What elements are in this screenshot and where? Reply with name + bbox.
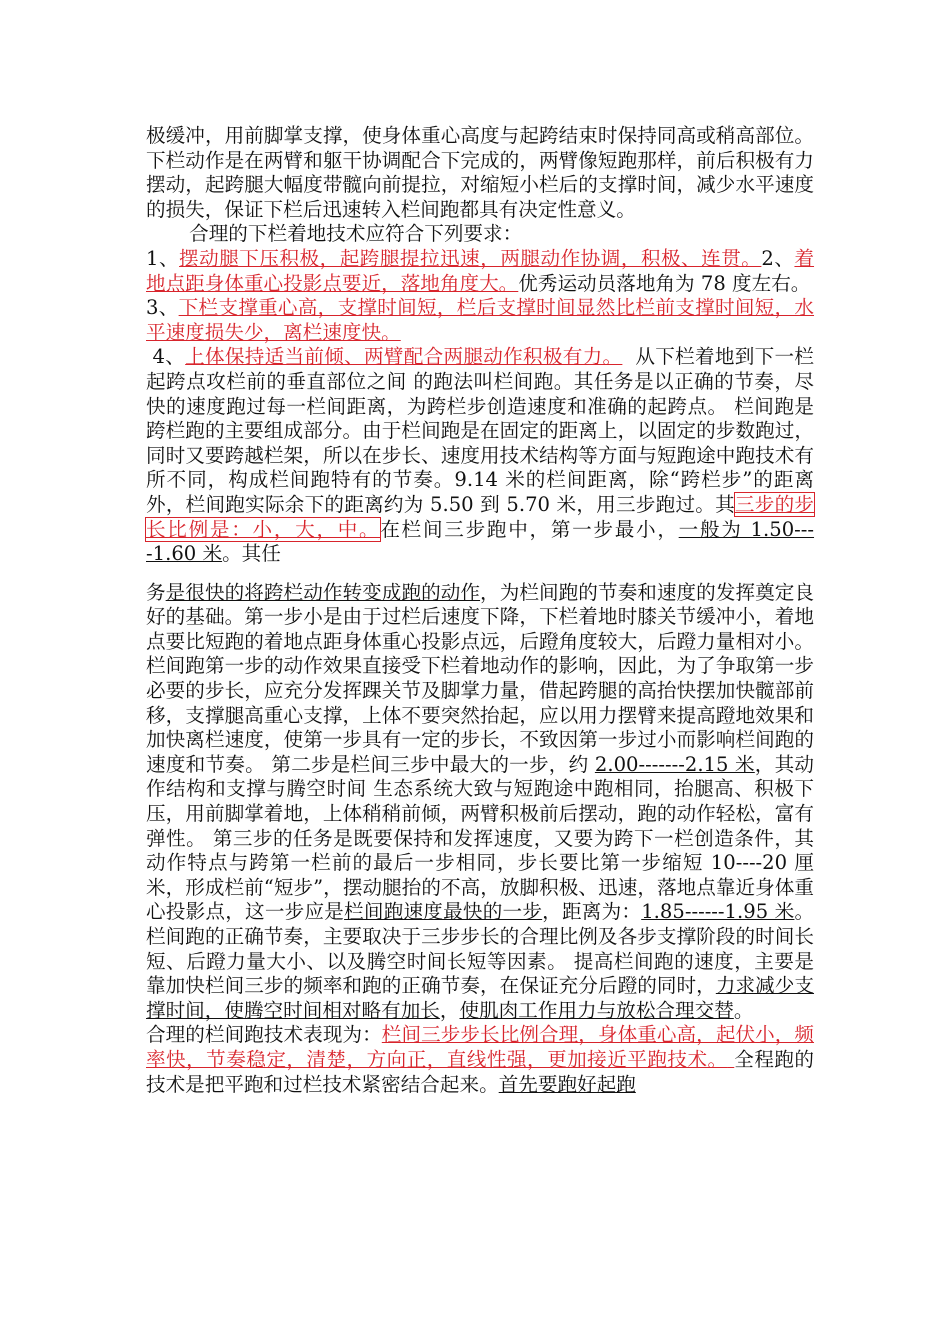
three-steps-text-1: ，为栏间跑的节奏和速度的发挥奠定良好的基础。第一步小是由于过栏后速度下降，下栏着地时膝关节缓冲小，着地点要比短跑的着地点距身体重心投影点远，后蹬角度较大，后蹬力量相对小。 栏间跑第一步的动作效果直接受下栏着地动作的影响，因此，为了争取第一步必要的步长，应充分发挥踝关节及脚掌力量，借起跨腿的高抬快摆加快髋部前移，支撑腿高重心支撑，上体不要突然抬起，应以用力摆臂来提高蹬地效果和加快离栏速度，使第一步具有一定的步长，不致因第一步过小而影响栏间跑的速度和节奏。 第二步是栏间三步中最大的一步，约 (146, 580, 815, 776)
requirement-2-text: 着地点距身体重心投影点要近，落地角度大。 (146, 246, 815, 295)
full-race-text: 全程跑的技术是把平跑和过栏技术紧密结合起来。 (146, 1047, 815, 1096)
between-hurdles-text: 从下栏着地到下一栏起跨点攻栏前的垂直部位之间 的跑法叫栏间跑。其任务是以正确的节奏，尽快的速度跑过每一栏间距离，为跨栏步创造速度和准确的起跨点。 栏间跑是跨栏跑的主要组成部分。由于栏间跑是在固定的距离上，以固定的步数跑过，同时又要跨越栏架，所以在步长、速度用技术结构等方面与短跑途中跑技术有所不同，构成栏间跑特有的节奏。9.14 米的栏间距离，除“跨栏步”的距离外，栏间跑实际余下的距离约为 5.50 到 5.70 米，用三步跑过。其 (146, 345, 815, 516)
task-underline: 是很快的将跨栏动作转变成跑的动作 (165, 580, 481, 604)
summary-red-text: 栏间三步步长比例合理，身体重心高，起伏小，频率快，节奏稳定，清楚，方向正，直线性强，更加接近平跑技术。 (146, 1023, 815, 1071)
muscle-alternation: 使肌肉工作用力与放松合理交替 (459, 998, 734, 1022)
three-steps-text-4: 。 栏间跑的正确节奏，主要取决于三步步长的合理比例及各步支撑阶段的时间长短、后蹬力量大小、以及腾空时间长短等因素。 提高栏间跑的速度，主要是靠加快栏间三步的频率和跑的正确节奏，在保证充分后蹬的同时， (146, 900, 815, 998)
requirement-3-number: 3、 (146, 296, 179, 320)
line-gap (146, 567, 814, 581)
third-step-fastest: 栏间跑速度最快的一步 (344, 900, 543, 924)
requirement-1-text: 摆动腿下压积极，起跨腿提拉迅速，两腿动作协调，积极、连贯。 (179, 246, 762, 270)
requirement-1-number: 1、 (146, 246, 180, 270)
summary-intro: 合理的栏间跑技术表现为： (146, 1023, 382, 1047)
body-text (146, 124, 814, 1097)
three-steps-text-2: ，其动作结构和支撑与腾空时间 生态系统大致与短跑途中跑相同，抬腿高、积极下压，用前脚掌着地，上体稍稍前倾，两臂积极前后摆动，跑的动作轻松，富有弹性。 第三步的任务是既要保持和发挥速度，又要为跨下一栏创造条件，其动作特点与跨第一栏前的最后一步相同，步长要比第一步缩短 10----20 厘米，形成栏前“短步”，摆动腿抬的不高，放脚积极、迅速，落地点靠近身体重心投影点，这一步应是 (146, 752, 814, 924)
reduce-support-time: 力求减少支撑时间，使腾空时间相对略有加长 (146, 974, 815, 1022)
third-step-distance: 1.85------1.95 米 (641, 900, 795, 924)
first-step-distance: 一般为 1.50----1.60 米 (146, 517, 815, 566)
requirement-2-number: 2、 (761, 246, 795, 270)
requirement-4-number: 4、 (152, 345, 186, 369)
step-ratio-highlight: 三步的步长比例是：小，大，中。 (146, 492, 814, 541)
paragraph-dismount-technique: 极缓冲，用前脚掌支撑，使身体重心高度与起跨结束时保持同高或稍高部位。下栏动作是在两臂和躯干协调配合下完成的，两臂像短跑那样，前后积极有力摆动，起跨腿大幅度带髋向前提拉，对缩短小栏后的支撑时间，减少水平速度的损失，保证下栏后迅速转入栏间跑都具有决定性意义。 (146, 124, 814, 221)
three-steps-text-3: ，距离为： (542, 900, 642, 924)
paragraph-three-steps (146, 581, 814, 1024)
requirements-intro: 合理的下栏着地技术应符合下列要求： (189, 222, 523, 246)
requirement-2-tail: 优秀运动员落地角为 78 度左右。 (518, 271, 811, 295)
requirement-3 (146, 296, 814, 345)
requirement-4-text: 上体保持适当前倾、两臂配合两腿动作积极有力。 (185, 345, 623, 369)
start-underline: 首先要跑好起跑 (498, 1072, 636, 1096)
first-step-tail: 。其任 (222, 542, 281, 566)
task-text: 务 (146, 580, 166, 604)
requirement-3-text: 下栏支撑重心高，支撑时间短，栏后支撑时间显然比栏前支撑时间短，水平速度损失少，离栏速度快。 (146, 296, 815, 344)
paragraph-technique-summary (146, 1023, 814, 1097)
first-step-text: 在栏间三步跑中，第一步最小， (380, 517, 679, 541)
second-step-distance: 2.00-------2.15 米 (594, 752, 755, 776)
requirement-4-and-between-hurdles (146, 345, 814, 566)
requirements-1-2 (146, 247, 814, 296)
period: 。 (733, 998, 754, 1022)
comma: ， (439, 998, 460, 1022)
